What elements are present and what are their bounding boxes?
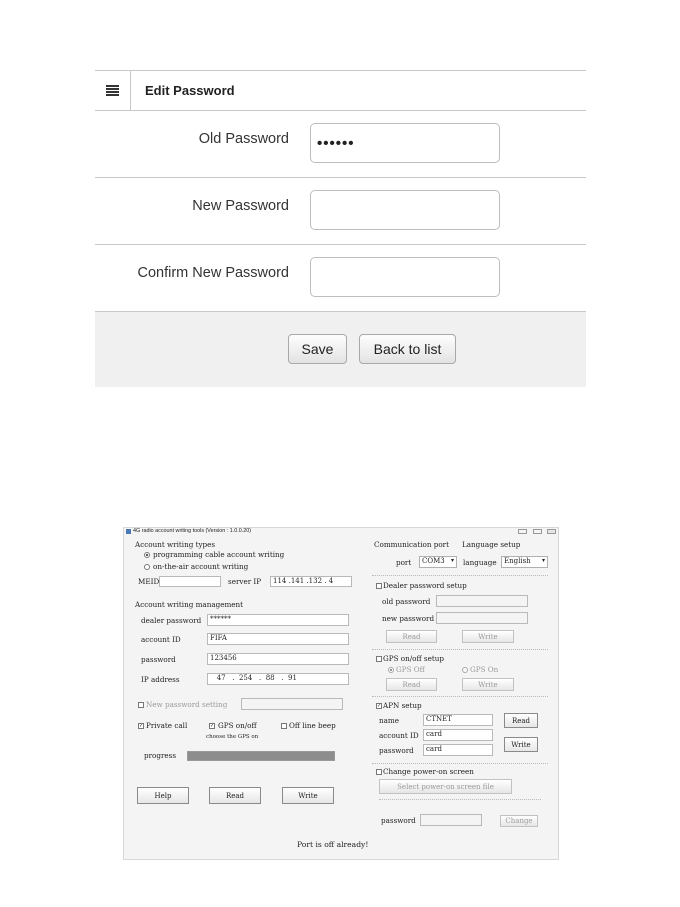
writing-types-heading: Account writing types: [135, 540, 216, 549]
divider: [372, 649, 548, 650]
dealer-new-password-input[interactable]: [436, 612, 528, 624]
confirm-password-row: [95, 245, 586, 312]
edit-password-panel: [95, 70, 586, 387]
private-call-checkbox[interactable]: ✓: [139, 723, 144, 729]
apn-password-label: password: [379, 746, 414, 755]
new-password-label: New Password: [192, 198, 289, 214]
apn-write-button[interactable]: Write: [504, 737, 538, 752]
progress-fill: [188, 752, 334, 760]
cable-radio[interactable]: [144, 552, 150, 558]
apn-account-input[interactable]: card: [423, 729, 493, 741]
old-password-row: [95, 111, 586, 178]
panel-header: [95, 71, 586, 111]
confirm-password-input[interactable]: [310, 257, 500, 297]
page-title: Edit Password: [145, 83, 235, 98]
gps-onoff-checkbox[interactable]: ✓: [210, 723, 215, 729]
language-heading: Language setup: [462, 540, 521, 549]
apn-password-input[interactable]: card: [423, 744, 493, 756]
language-label: language: [463, 558, 497, 567]
ip-address-input[interactable]: 47 . 254 . 88 . 91: [207, 673, 349, 685]
select-file-button[interactable]: Select power-on screen file: [379, 779, 512, 794]
divider: [379, 799, 541, 800]
ip-octet: 47: [216, 674, 226, 682]
server-ip-octet: 4: [328, 577, 334, 585]
account-writing-tool-window: [123, 527, 559, 860]
air-radio-label: on-the-air account writing: [153, 562, 249, 571]
write-button[interactable]: Write: [282, 787, 334, 804]
gps-read-button[interactable]: Read: [386, 678, 437, 691]
password-label: password: [141, 655, 176, 664]
ip-octet: 88: [265, 674, 275, 682]
help-button[interactable]: Help: [137, 787, 189, 804]
gps-setup-heading: GPS on/off setup: [383, 654, 444, 663]
account-id-input[interactable]: FIFA: [207, 633, 349, 645]
poweron-password-input[interactable]: [420, 814, 482, 826]
password-input[interactable]: 123456: [207, 653, 349, 665]
management-heading: Account writing management: [135, 600, 244, 609]
server-ip-octet: 132: [308, 577, 323, 585]
change-button[interactable]: Change: [500, 815, 538, 827]
gps-on-label: GPS On: [470, 665, 499, 674]
divider: [372, 696, 548, 697]
gps-write-button[interactable]: Write: [462, 678, 514, 691]
old-password-label: Old Password: [198, 131, 289, 147]
gps-off-radio[interactable]: [388, 667, 394, 673]
language-select[interactable]: English ▾: [501, 556, 548, 568]
new-password-label: new password: [382, 614, 435, 623]
apn-name-label: name: [379, 716, 399, 725]
port-select[interactable]: COM3 ▾: [419, 556, 457, 568]
dealer-password-label: dealer password: [141, 616, 202, 625]
title-bar: [124, 528, 558, 536]
menu-button[interactable]: [95, 71, 131, 110]
new-password-setting-input[interactable]: [241, 698, 343, 710]
server-ip-input[interactable]: 114 .141 .132 . 4: [270, 576, 352, 587]
poweron-password-label: password: [381, 816, 416, 825]
old-password-label: old password: [382, 597, 431, 606]
maximize-icon[interactable]: [533, 529, 542, 534]
poweron-checkbox[interactable]: [376, 769, 382, 775]
save-button[interactable]: Save: [288, 334, 347, 364]
cable-radio-label: programming cable account writing: [153, 550, 285, 559]
read-button[interactable]: Read: [209, 787, 261, 804]
window-title: 4G radio account writing tools (Version : 1.0.0.20): [133, 528, 252, 534]
hamburger-icon: [106, 85, 119, 96]
gps-off-label: GPS Off: [396, 665, 425, 674]
gps-on-radio[interactable]: [462, 667, 468, 673]
gps-onoff-label: GPS on/off: [218, 721, 257, 730]
ip-address-label: IP address: [141, 675, 180, 684]
port-label: port: [396, 558, 412, 567]
server-ip-octet: 114: [273, 577, 287, 585]
account-id-label: account ID: [141, 635, 181, 644]
divider: [372, 575, 548, 576]
offline-beep-checkbox[interactable]: [281, 723, 287, 729]
meid-label: MEID: [138, 577, 160, 586]
apn-name-input[interactable]: CTNET: [423, 714, 493, 726]
status-message: Port is off already!: [297, 840, 369, 849]
dealer-setup-checkbox[interactable]: [376, 583, 382, 589]
new-password-setting-label: New password setting: [146, 700, 228, 709]
ip-octet: 91: [287, 674, 297, 682]
apn-checkbox[interactable]: ✓: [377, 703, 382, 709]
new-password-checkbox[interactable]: [138, 702, 144, 708]
old-password-input[interactable]: ••••••: [310, 123, 500, 163]
server-ip-label: server IP: [228, 577, 262, 586]
progress-label: progress: [144, 751, 177, 760]
server-ip-octet: 141: [290, 577, 305, 585]
comm-port-heading: Communication port: [374, 540, 450, 549]
apn-account-label: account ID: [379, 731, 419, 740]
air-radio[interactable]: [144, 564, 150, 570]
confirm-password-label: Confirm New Password: [137, 265, 289, 281]
app-icon: [126, 529, 131, 534]
new-password-input[interactable]: [310, 190, 500, 230]
progress-bar: [187, 751, 335, 761]
private-call-label: Private call: [146, 721, 188, 730]
dealer-write-button[interactable]: Write: [462, 630, 514, 643]
offline-beep-label: Off line beep: [289, 721, 336, 730]
dealer-read-button[interactable]: Read: [386, 630, 437, 643]
dealer-password-input[interactable]: ******: [207, 614, 349, 626]
divider: [372, 763, 548, 764]
back-to-list-button[interactable]: Back to list: [359, 334, 456, 364]
meid-input[interactable]: [159, 576, 221, 587]
choose-gps-note: choose the GPS on: [206, 734, 259, 740]
close-icon[interactable]: [547, 529, 556, 534]
poweron-heading: Change power-on screen: [383, 767, 474, 776]
new-password-row: [95, 178, 586, 245]
dealer-setup-heading: Dealer password setup: [383, 581, 467, 590]
minimize-icon[interactable]: [518, 529, 527, 534]
apn-heading: APN setup: [383, 701, 422, 710]
panel-footer: [95, 312, 586, 387]
dealer-old-password-input[interactable]: [436, 595, 528, 607]
apn-read-button[interactable]: Read: [504, 713, 538, 728]
ip-octet: 254: [238, 674, 253, 682]
gps-setup-checkbox[interactable]: [376, 656, 382, 662]
